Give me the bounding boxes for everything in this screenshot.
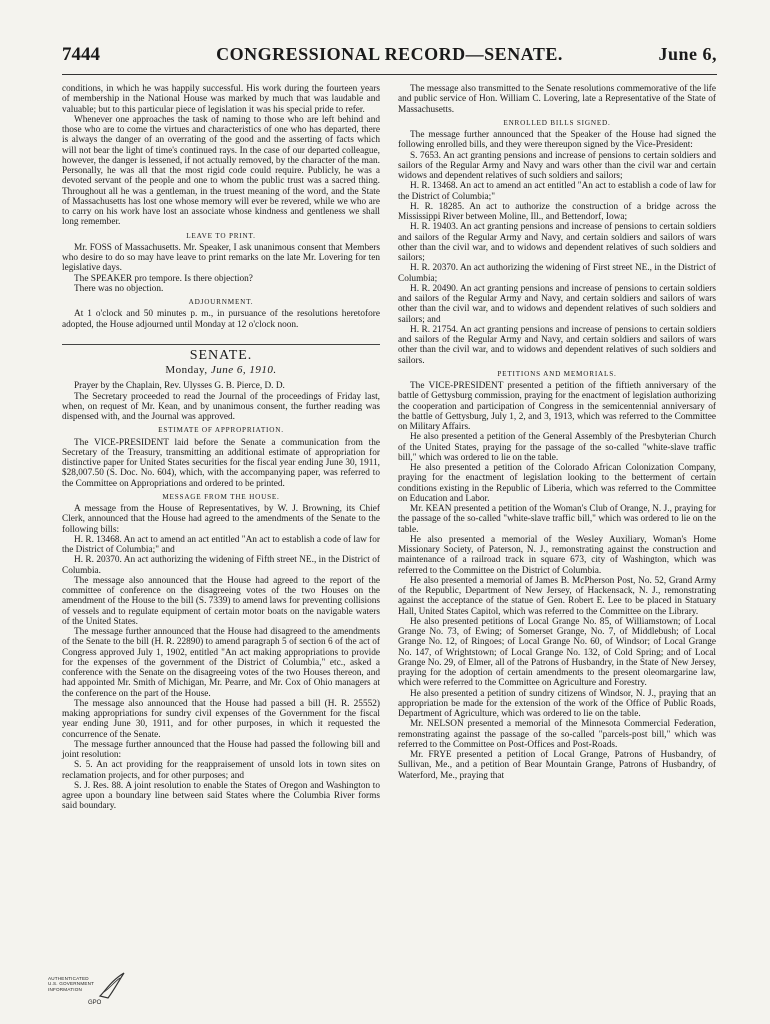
section-heading-enrolled-bills: ENROLLED BILLS SIGNED. (503, 118, 611, 127)
page-header (62, 40, 717, 74)
session-dateline (62, 365, 380, 375)
paragraph: Mr. FOSS of Massachusetts. Mr. Speaker, I ask unanimous consent that Members who desire to do so may have leave to print remarks on the late Mr. Lovering for ten legislative days. (62, 242, 380, 274)
senate-heading: SENATE. (62, 344, 380, 361)
paragraph: H. R. 20370. An act authorizing the widening of First street NE., in the District of Columbia; (398, 263, 716, 284)
paragraph: H. R. 19403. An act granting pensions and increase of pensions to certain soldiers and sailors of the Regular Army and Navy, and certain soldiers and sailors of wars other than the civil war, and to widows and dependent relatives of such soldiers and sailors; (398, 222, 716, 263)
paragraph: H. R. 20370. An act authorizing the widening of Fifth street NE., in the District of Columbia. (62, 555, 380, 576)
section-heading-leave-to-print: LEAVE TO PRINT. (186, 231, 256, 240)
paragraph: He also presented a petition of the Colorado African Colonization Company, praying for the enactment of legislation looking to the betterment of certain conditions existing in the Republic of Liberia, which was referred to the Committee on Education and Labor. (398, 463, 716, 504)
paragraph: At 1 o'clock and 50 minutes p. m., in pursuance of the resolutions heretofore adopted, the House adjourned until Monday at 12 o'clock noon. (62, 309, 380, 330)
paragraph: There was no objection. (74, 283, 164, 294)
paragraph: S. 7653. An act granting pensions and increase of pensions to certain soldiers and sailors of the Regular Army and Navy and wars other than the civil war and certain widows and dependent relatives of such soldiers and sailors; (398, 150, 716, 181)
left-column (62, 84, 380, 812)
page-number: 7444 (62, 44, 100, 65)
paragraph: Mr. KEAN presented a petition of the Woman's Club of Orange, N. J., praying for the passage of the so-called "white-slave traffic bill," which was ordered to lie on the table. (398, 504, 716, 535)
paragraph: conditions, in which he was happily successful. His work during the fourteen years of membership in the National House was marked by much that was laudable and valuable; but to this particular piece of legislation it was his special pride to refer. (62, 84, 380, 115)
session-day: Monday, (165, 364, 208, 376)
paragraph: The SPEAKER pro tempore. Is there objection? (74, 273, 253, 284)
header-date: June 6, (658, 44, 717, 64)
section-heading-petitions: PETITIONS AND MEMORIALS. (497, 369, 617, 378)
paragraph: The message further announced that the House had disagreed to the amendments of the Senate to the bill (H. R. 22890) to amend paragraph 5 of section 6 of the act of Congress approved July 1, 1902, entitled "An act making appropriations to provide for the expenses of the government of the District of Columbia," etc., asked a conference with the Senate on the disagreeing votes of the two Houses thereon, and had appointed Mr. Smith of Michigan, Mr. Pearre, and Mr. Cox of Ohio managers at the conference on the part of the House. (62, 627, 380, 699)
right-column (398, 84, 716, 781)
header-rule (62, 74, 717, 75)
paragraph: H. R. 21754. An act granting pensions and increase of pensions to certain soldiers and sailors of the Regular Army and Navy, and certain soldiers and sailors of wars other than the civil war, and to widows and dependent relatives of such soldiers and sailors. (398, 324, 716, 366)
paragraph: The message also transmitted to the Senate resolutions commemorative of the life and public service of Hon. William C. Lovering, late a Representative of the State of Massachusetts. (398, 84, 716, 115)
paragraph: Whenever one approaches the task of naming to those who are left behind and those who are to come the virtues and characteristics of one who has departed, there is always the danger of an overrating of the good and the asserting of facts which will not bear the light of time's continued rays. In the case of our departed colleague, however, the danger is lessened, if not actually removed, by the character of the man. Personally, he was all that the most rigid code could require. Publicly, he was a devoted servant of the people and one to whom the public trust was a sacred thing. Throughout all he was a gentleman, in the truest meaning of the word, and the State of Massachusetts has lost one whose memory will ever be revered, while we who are to carry on his work have lost an associate whose kindness and gentleness we shall long remember. (62, 114, 380, 228)
publication-title: CONGRESSIONAL RECORD—SENATE. (216, 44, 563, 64)
paragraph: The message also announced that the House had passed a bill (H. R. 25552) making appropriations for sundry civil expenses of the Government for the fiscal year ending June 30, 1911, and for other purposes, in which it requested the concurrence of the Senate. (62, 698, 380, 740)
gpo-authentication-seal (48, 968, 128, 1012)
paragraph: The Secretary proceeded to read the Journal of the proceedings of Friday last, when, on request of Mr. Kean, and by unanimous consent, the further reading was dispensed with, and the Journal was approved. (62, 391, 380, 422)
paragraph: Prayer by the Chaplain, Rev. Ulysses G. B. Pierce, D. D. (74, 381, 285, 392)
section-heading-message: MESSAGE FROM THE HOUSE. (162, 492, 280, 501)
paragraph: S. J. Res. 88. A joint resolution to enable the States of Oregon and Washington to agree upon a boundary line between said States where the Columbia River forms said boundary. (62, 780, 380, 812)
paragraph: The VICE-PRESIDENT presented a petition of the fiftieth anniversary of the battle of Gettysburg commission, praying for the enactment of legislation authorizing the cooperation and participation of Congress in the semicentennial anniversary of the battle of Gettysburg, July 1, 2, and 3, 1913, which was referred to the Committee on Military Affairs. (398, 381, 716, 432)
paragraph: The message further announced that the House had passed the following bill and joint resolution: (62, 739, 380, 760)
session-date: June 6, 1910. (210, 364, 277, 376)
paragraph: A message from the House of Representatives, by W. J. Browning, its Chief Clerk, announced that the House had agreed to the amendments of the Senate to the following bills: (62, 504, 380, 535)
paragraph: H. R. 18285. An act to authorize the construction of a bridge across the Mississippi River between Moline, Ill., and Bettendorf, Iowa; (398, 201, 716, 222)
paragraph: He also presented a petition of sundry citizens of Windsor, N. J., praying that an appropriation be made for the extension of the work of the Office of Public Roads, Department of Agriculture, which was ordered to lie on the table. (398, 688, 716, 719)
section-heading-adjournment: ADJOURNMENT. (188, 298, 254, 306)
paragraph: The VICE-PRESIDENT laid before the Senate a communication from the Secretary of the Treasury, transmitting an additional estimate of appropriation for distinctive paper for United States securities for the fiscal year ending June 30, 1911, $28,007.50 (S. Doc. No. 604), which, with the accompanying paper, was referred to the Committee on Appropriations and ordered to be printed. (62, 437, 380, 489)
paragraph: He also presented a petition of the General Assembly of the Presbyterian Church of the United States, praying for the passage of the so-called "white-slave traffic bill," which was ordered to lie on the table. (398, 432, 716, 463)
paragraph: Mr. NELSON presented a memorial of the Minnesota Commercial Federation, remonstrating against the passage of the so-called "parcels-post bill," which was referred to the Committee on Post-Offices and Post-Roads. (398, 719, 716, 750)
gpo-seal-text: AUTHENTICATED U.S. GOVERNMENT INFORMATION (48, 976, 95, 992)
paragraph: The message also announced that the House had agreed to the report of the committee of conference on the disagreeing votes of the two Houses on the amendment of the House to the bill (S. 7339) to amend laws for preventing collisions of vessels and to regulate equipment of certain motor boats on the navigable waters of the United States. (62, 575, 380, 627)
eagle-seal-icon (98, 970, 126, 1000)
paragraph: The message further announced that the Speaker of the House had signed the following enrolled bills, and they were thereupon signed by the Vice-President: (398, 130, 716, 151)
paragraph: He also presented a memorial of James B. McPherson Post, No. 52, Grand Army of the Republic, Department of New Jersey, of Hackensack, N. J., remonstrating against the acceptance of the statue of Gen. Robert E. Lee to be placed in Statuary Hall, United States Capitol, which was referred to the Committee on the Library. (398, 575, 716, 617)
paragraph: H. R. 13468. An act to amend an act entitled "An act to establish a code of law for the District of Columbia;" (398, 181, 716, 202)
section-heading-estimate: ESTIMATE OF APPROPRIATION. (158, 426, 284, 435)
gpo-label: GPO (88, 1000, 102, 1006)
paragraph: He also presented a memorial of the Wesley Auxiliary, Woman's Home Missionary Society, of Paterson, N. J., remonstrating against the construction and maintenance of a railroad track in square 673, city of Washington, which was referred to the Committee on the District of Columbia. (398, 534, 716, 576)
paragraph: He also presented petitions of Local Grange No. 85, of Williamstown; of Local Grange No. 73, of Ewing; of Somerset Grange, No. 7, of Middlebush; of Local Grange No. 12, of Ringoes; of Local Grange No. 60, of Windsor; of Local Grange No. 147, of Wrightstown; of Local Grange No. 132, of Cold Spring; and of Local Grange No. 29, of Elmer, all of the Patrons of Husbandry, in the State of New Jersey, praying for the adoption of certain amendments to the present oleomargarine law, which were referred to the Committee on Agriculture and Forestry. (398, 616, 716, 689)
paragraph: H. R. 13468. An act to amend an act entitled "An act to establish a code of law for the District of Columbia;" and (62, 534, 380, 555)
paragraph: H. R. 20490. An act granting pensions and increase of pensions to certain soldiers and sailors of the Regular Army and Navy, and certain soldiers and sailors of wars other than the civil war, and to widows and dependent relatives of such soldiers and sailors; and (398, 283, 716, 325)
paragraph: Mr. FRYE presented a petition of Local Grange, Patrons of Husbandry, of Sullivan, Me., and a petition of Bear Mountain Grange, Patrons of Husbandry, of Waterford, Me., praying that (398, 750, 716, 781)
paragraph: S. 5. An act providing for the reappraisement of unsold lots in town sites on reclamation projects, and for other purposes; and (62, 760, 380, 781)
